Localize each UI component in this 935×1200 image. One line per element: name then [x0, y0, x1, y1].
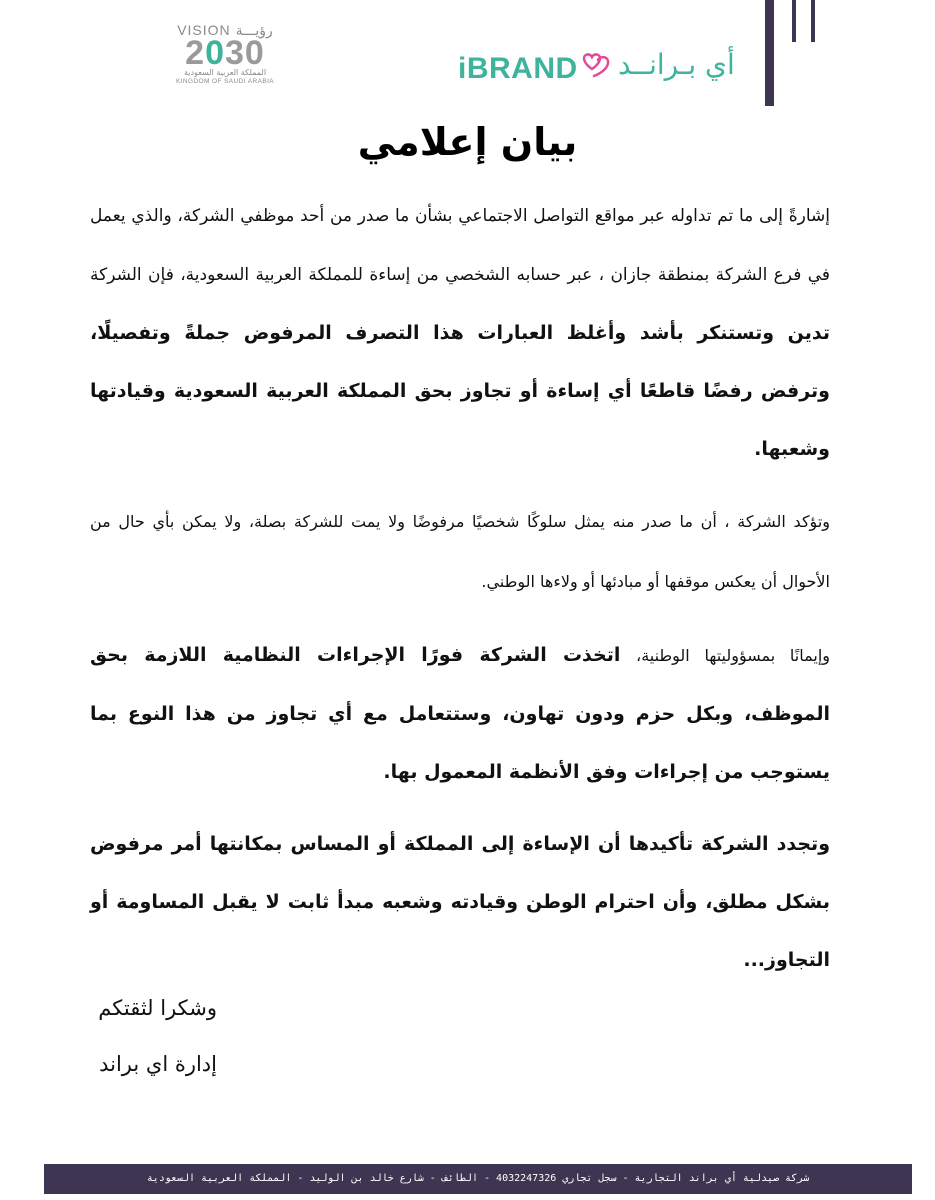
paragraph-condemnation: إشارةً إلى ما تم تداوله عبر مواقع التواصل الاجتماعي بشأن ما صدر من أحد موظفي الشركة، والذي يعمل في فرع الشركة بمنطقة جازان ، عبر حسابه الشخصي من إساءة للمملكة العربية السعودية، فإن الشركة تدين وتستنكر بأشد وأغلظ العبارات هذا التصرف المرفوض جملةً وتفصيلًا، وترفض رفضًا قاطعًا أي إساءة أو تجاوز بحق المملكة العربية السعودية وقيادتها وشعبها. — [90, 206, 830, 460]
paragraph-action-taken: وإيمانًا بمسؤوليتها الوطنية، اتخذت الشركة فورًا الإجراءات النظامية اللازمة بحق الموظف، وبكل حزم ودون تهاون، وستتعامل مع أي تجاوز من هذا النوع بما يستوجب من إجراءات وفق الأنظمة المعمول بها. — [90, 644, 830, 783]
footer-bar — [44, 1164, 912, 1194]
closing-thanks: وشكرا لثقتكم — [98, 996, 217, 1020]
vision-label: VISION رؤيـــة — [177, 22, 273, 38]
vision-arabic-caption: المملكة العربية السعودية — [183, 68, 267, 77]
brand-latin-name: iBRAND — [458, 52, 578, 85]
vision-2030-logo — [170, 22, 280, 94]
corner-logo-mark — [767, 0, 827, 106]
paragraph-reaffirmation: وتجدد الشركة تأكيدها أن الإساءة إلى المملكة أو المساس بمكانتها أمر مرفوض بشكل مطلق، وأن احترام الوطن وقيادته وشعبه مبدأ ثابت لا يقبل المساومة أو التجاوز... — [90, 833, 830, 971]
signature: إدارة اي براند — [99, 1052, 217, 1076]
corner-bar-tall — [765, 0, 774, 106]
corner-bar-short — [792, 0, 796, 42]
brand-heart-icon — [580, 52, 616, 82]
paragraph-confirmation: وتؤكد الشركة ، أن ما صدر منه يمثل سلوكًا شخصيًا مرفوضًا ولا يمت للشركة بصلة، ولا يمكن بأي حال من الأحوال أن يعكس موقفها أو مبادئها أو ولاءها الوطني. — [90, 512, 830, 591]
corner-bar-short — [811, 0, 815, 42]
ibrand-logo — [458, 48, 748, 92]
page-title: بيان إعلامي — [357, 120, 578, 164]
statement-body — [90, 186, 830, 989]
brand-arabic-name: أي بـرانــد — [618, 48, 735, 81]
closing-block — [98, 980, 217, 1092]
vision-year: 2030 — [185, 34, 265, 72]
footer-address: شركة صيدلية أي براند التجارية - سجل تجاري 4032247326 - الطائف - شارع خالد بن الوليد - المملكة العربية السعودية — [146, 1173, 810, 1184]
vision-english-caption: KINGDOM OF SAUDI ARABIA — [175, 78, 275, 85]
